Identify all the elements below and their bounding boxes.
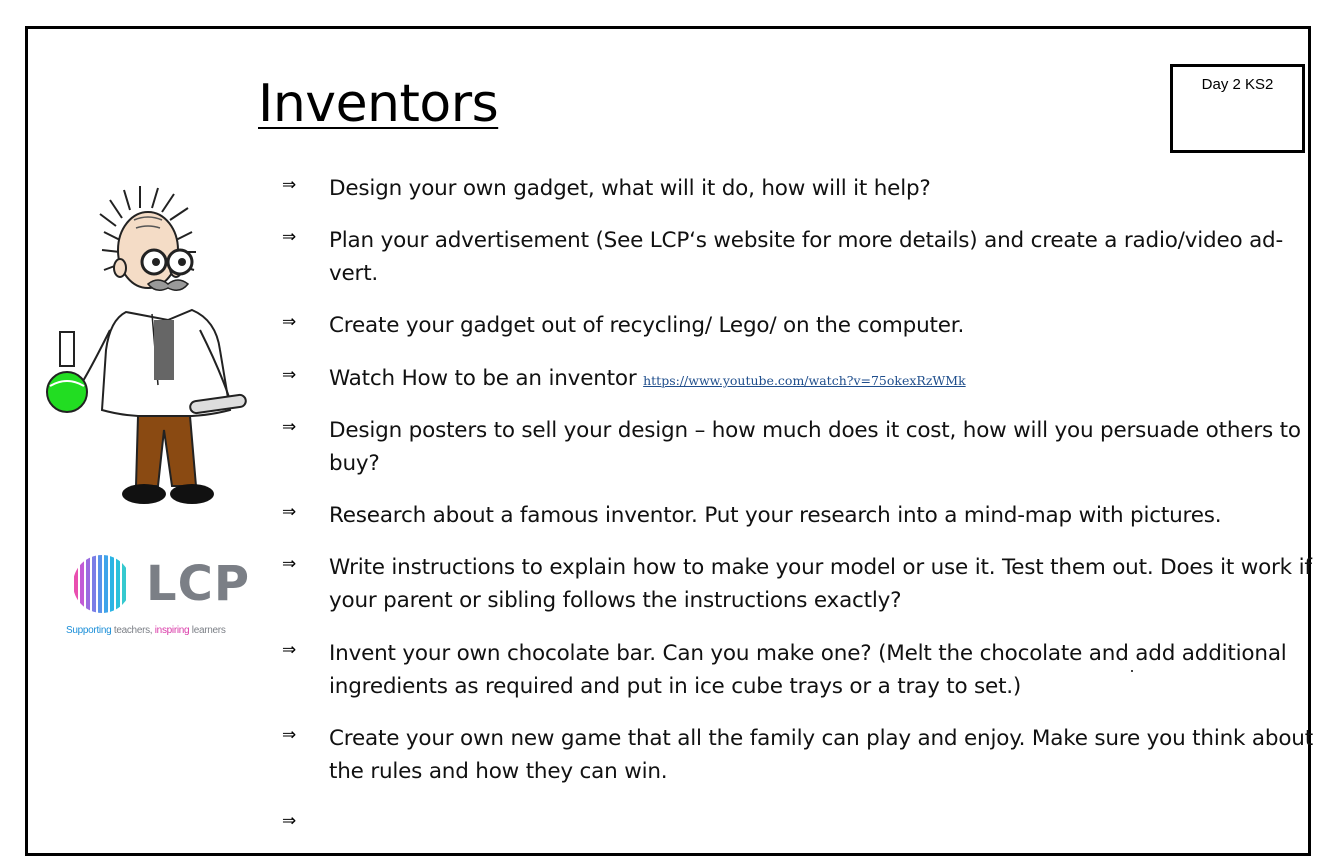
stray-dot [1131, 670, 1133, 672]
arrow-icon: ⇒ [282, 312, 297, 332]
list-item-text: Create your own new game that all the family can play and enjoy. Make sure you think about the rules and how they can win. [329, 726, 1313, 784]
arrow-icon: ⇒ [282, 502, 297, 522]
list-item-text: Invent your own chocolate bar. Can you make one? (Melt the chocolate and add additional ingredients as required and put in ice cube trays or a tray to set.) [329, 641, 1287, 699]
day-label-box [1170, 64, 1305, 153]
flask-icon [47, 332, 87, 412]
arrow-icon: ⇒ [282, 554, 297, 574]
arrow-icon: ⇒ [282, 175, 297, 195]
list-item-text: Write instructions to explain how to make your model or use it. Test them out. Does it work if your parent or sibling follows the instructions exactly? [329, 555, 1312, 613]
moustache [148, 280, 188, 290]
page-title: Inventors [258, 74, 499, 134]
list-item-text: Design posters to sell your design – how much does it cost, how will you persuade others to buy? [329, 418, 1301, 476]
day-label: Day 2 KS2 [1201, 76, 1274, 93]
lcp-logo [60, 548, 250, 643]
list-item-label: Watch How to be an inventor [329, 366, 644, 391]
arrow-icon: ⇒ [282, 227, 297, 247]
arrow-icon: ⇒ [282, 811, 297, 831]
list-item-text: Research about a famous inventor. Put your research into a mind-map with pictures. [329, 503, 1222, 528]
lcp-logo-mark [70, 552, 134, 616]
arrow-icon: ⇒ [282, 417, 297, 437]
arrow-icon: ⇒ [282, 725, 297, 745]
list-item-text: Create your gadget out of recycling/ Lego/ on the computer. [329, 313, 965, 338]
list-item-text: Plan your advertisement (See LCP‘s website for more details) and create a radio/video ad-vert. [329, 228, 1284, 286]
list-item-text: Design your own gadget, what will it do, how will it help? [329, 176, 931, 201]
scientist-illustration [40, 180, 260, 510]
lcp-tagline: Supporting teachers, inspiring learners [66, 625, 226, 636]
list-item-text [329, 362, 1319, 397]
arrow-icon: ⇒ [282, 365, 297, 385]
lcp-logo-text: LCP [146, 556, 250, 612]
youtube-link[interactable]: https://www.youtube.com/watch?v=75okexRzWMk [643, 373, 966, 388]
trousers [136, 416, 196, 486]
arrow-icon: ⇒ [282, 640, 297, 660]
